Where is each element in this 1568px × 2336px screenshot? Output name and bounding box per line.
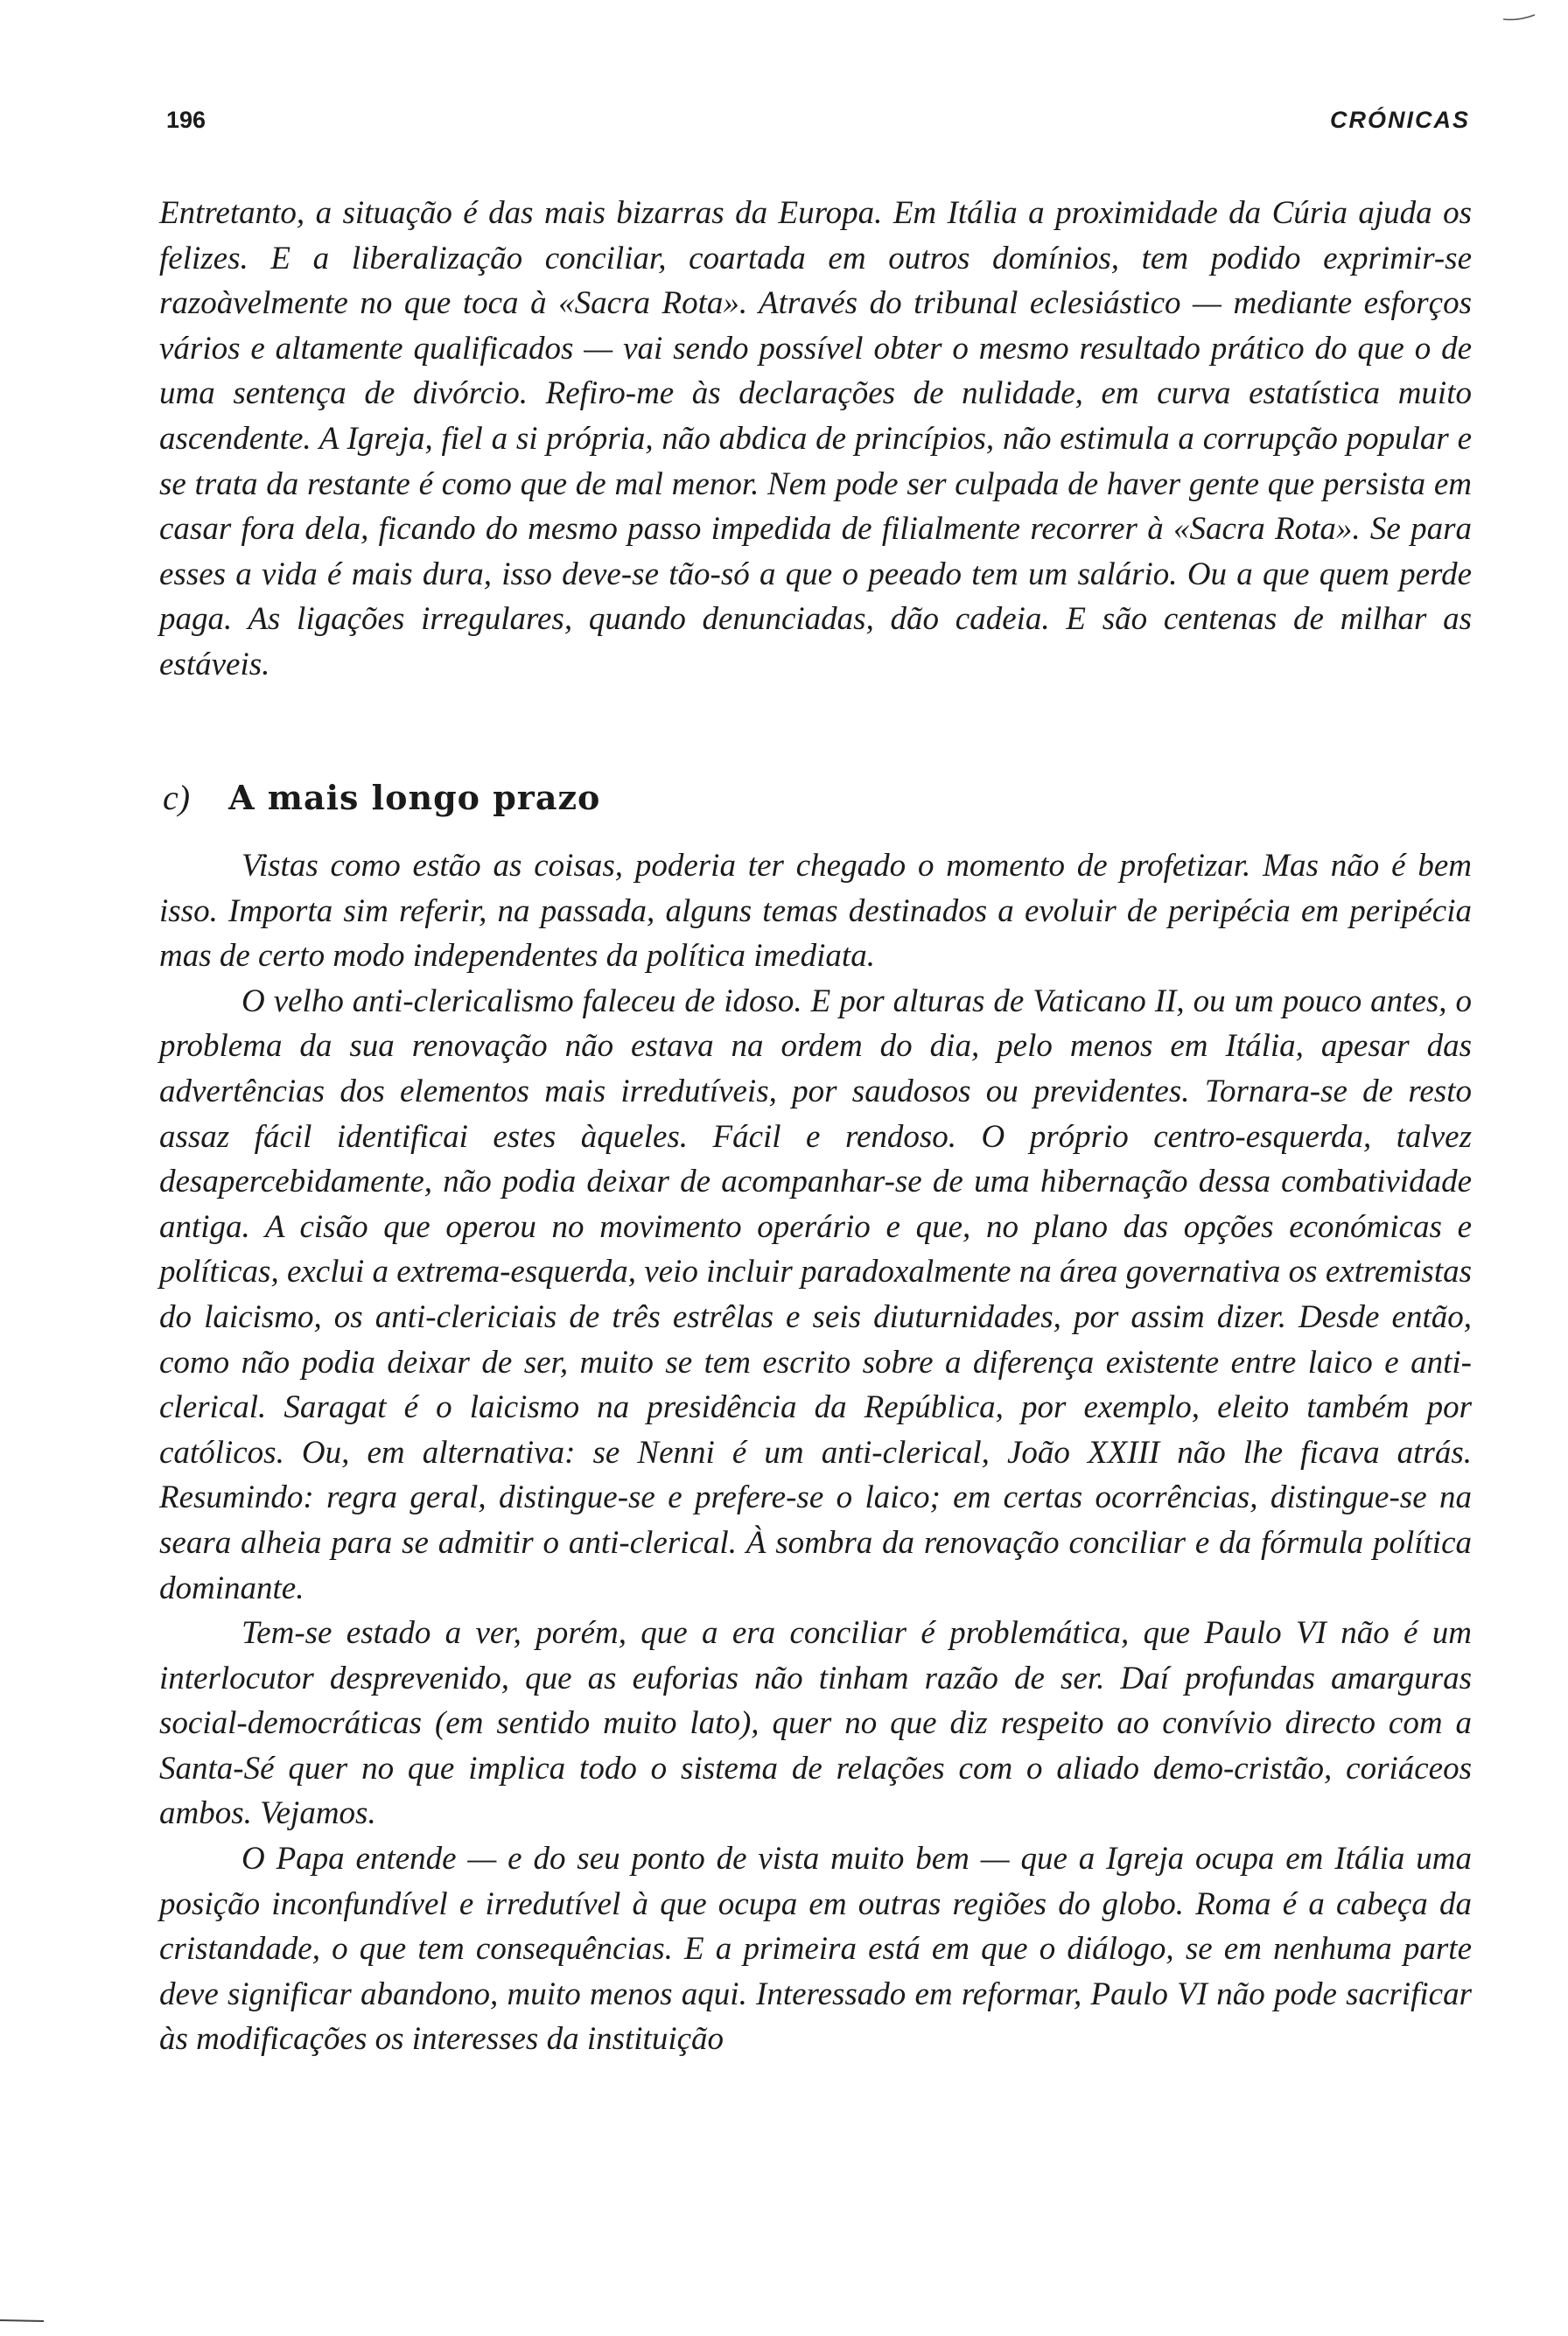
subheading-title: A mais longo prazo bbox=[228, 778, 601, 817]
section-subheading bbox=[163, 777, 600, 818]
running-section-title: CRÓNICAS bbox=[1329, 107, 1470, 133]
page-number: 196 bbox=[166, 107, 206, 133]
paragraph: Entretanto, a situação é das mais bizarras da Europa. Em Itália a proximidade da Cúria ajuda os felizes. E a liberalização conciliar, coartada em outros domínios, tem podido exprimir-se razoàvelmente no que toca à «Sacra Rota». Através do tribunal eclesiástico — mediante esforços vários e altamente qualificados — vai sendo possível obter o mesmo resultado prático do que o de uma sentença de divórcio. Refiro-me às declarações de nulidade, em curva estatística muito ascendente. A Igreja, fiel a si própria, não abdica de princípios, não estimula a corrupção popular e se trata da restante é como que de mal menor. Nem pode ser culpada de haver gente que persista em casar fora dela, ficando do mesmo passo impedida de filialmente recorrer à «Sacra Rota». Se para esses a vida é mais dura, isso deve-se tão-só a que o peeado tem um salário. Ou a que quem perde paga. As ligações irregulares, quando denunciadas, dão cadeia. E são centenas de milhar as estáveis. bbox=[159, 195, 1472, 682]
scan-mark bbox=[1502, 14, 1536, 21]
running-head bbox=[166, 107, 1470, 142]
subheading-letter: c) bbox=[163, 778, 191, 817]
scan-mark bbox=[0, 2317, 46, 2324]
body-text-bottom bbox=[159, 843, 1472, 2062]
paragraph: Tem-se estado a ver, porém, que a era conciliar é problemática, que Paulo VI não é um interlocutor desprevenido, que as euforias não tinham razão de ser. Daí profundas amarguras social-democráticas (em sentido muito lato), quer no que diz respeito ao convívio directo com a Santa-Sé quer no que implica todo o sistema de relações com o aliado demo-cristão, coriáceos ambos. Vejamos. bbox=[159, 1615, 1472, 1832]
paragraph: O Papa entende — e do seu ponto de vista muito bem — que a Igreja ocupa em Itália uma posição inconfundível e irredutível à que ocupa em outras regiões do globo. Roma é a cabeça da cristandade, o que tem consequências. E a primeira está em que o diálogo, se em nenhuma parte deve significar abandono, muito menos aqui. Interessado em reformar, Paulo VI não pode sacrificar às modificações os interesses da instituição bbox=[159, 1841, 1472, 2058]
paragraph: Vistas como estão as coisas, poderia ter chegado o momento de profetizar. Mas não é bem isso. Importa sim referir, na passada, alguns temas destinados a evoluir de peripécia em peripécia mas de certo modo independentes da política imediata. bbox=[159, 848, 1472, 975]
paragraph: O velho anti-clericalismo faleceu de idoso. E por alturas de Vaticano II, ou um pouco antes, o problema da sua renovação não estava na ordem do dia, pelo menos em Itália, apesar das advertências dos elementos mais irredutíveis, por saudosos ou previdentes. Tornara-se de resto assaz fácil identificai estes àqueles. Fácil e rendoso. O próprio centro-esquerda, talvez desapercebidamente, não podia deixar de acompanhar-se de uma hibernação dessa combatividade antiga. A cisão que operou no movimento operário e que, no plano das opções económicas e políticas, exclui a extrema-esquerda, veio incluir paradoxalmente na área governativa os extremistas do laicismo, os anti-clericiais de três estrêlas e seis diuturnidades, por assim dizer. Desde então, como não podia deixar de ser, muito se tem escrito sobre a diferença existente entre laico e anti-clerical. Saragat é o laicismo na presidência da República, por exemplo, eleito também por católicos. Ou, em alternativa: se Nenni é um anti-clerical, João XXIII não lhe ficava atrás. Resumindo: regra geral, distingue-se e prefere-se o laico; em certas ocorrências, distingue-se na seara alheia para se admitir o anti-clerical. À sombra da renovação conciliar e da fórmula política dominante. bbox=[159, 983, 1472, 1606]
body-text-top bbox=[159, 191, 1472, 688]
